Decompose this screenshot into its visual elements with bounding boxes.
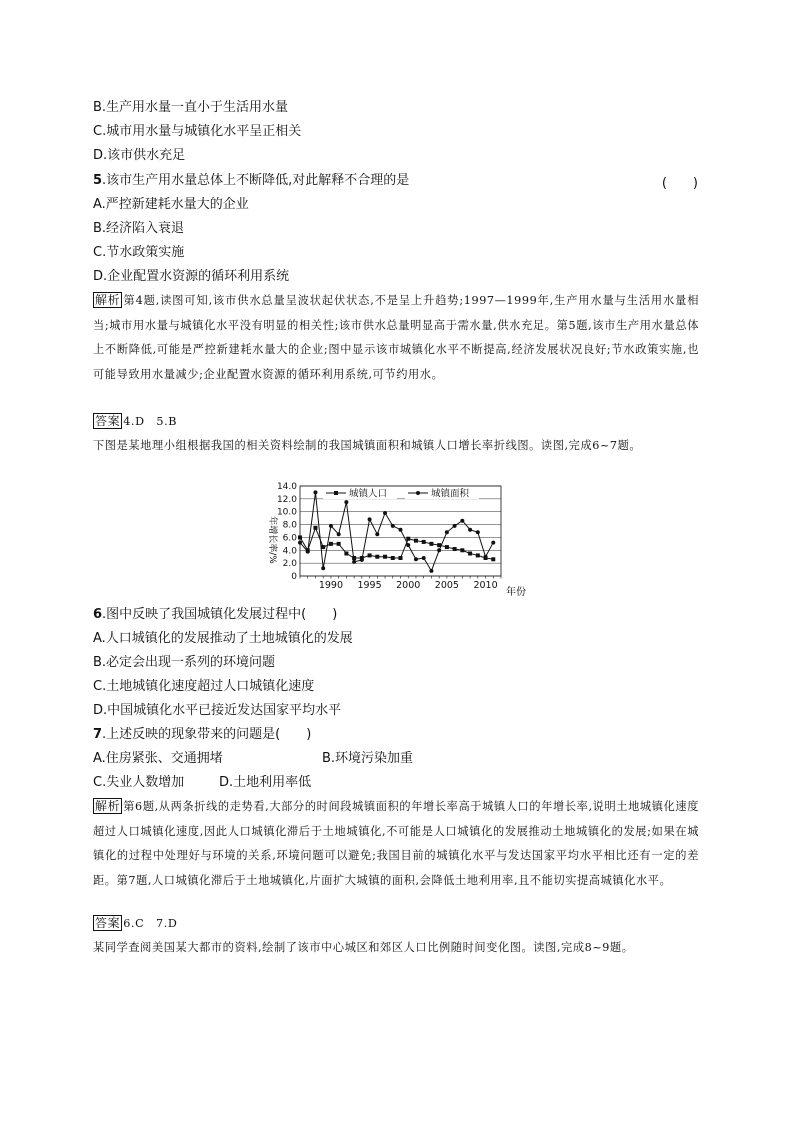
x-axis-label: 年份: [506, 587, 526, 598]
analysis-tag: 解析: [95, 799, 121, 813]
data-point: [468, 528, 472, 532]
y-tick-label: 14.0: [276, 482, 297, 492]
question-text: .该市生产用水量总体上不断降低,对此解释不合理的是: [102, 173, 410, 188]
answer-text: 6.C 7.D: [123, 917, 178, 930]
question-5: [93, 172, 409, 190]
question-number: 7: [93, 727, 103, 742]
y-tick-label: 4.0: [282, 546, 297, 557]
data-point: [383, 555, 387, 559]
option-line: D.企业配置水资源的循环利用系统: [93, 269, 290, 284]
data-point: [337, 542, 341, 546]
data-point: [313, 526, 317, 530]
data-point: [406, 543, 410, 547]
data-point: [460, 519, 464, 523]
data-point: [437, 548, 441, 552]
question-number: 6: [93, 607, 103, 622]
question-text: .图中反映了我国城镇化发展过程中( ): [102, 607, 338, 622]
data-point: [375, 555, 379, 559]
data-point: [375, 532, 379, 536]
data-point: [429, 569, 433, 573]
answer-tag: 答案: [95, 916, 121, 930]
question-6: [93, 606, 337, 624]
y-tick-label: 8.0: [282, 520, 297, 531]
y-tick-label: 2.0: [282, 559, 297, 570]
data-point: [476, 553, 480, 557]
intro-text: 下图是某地理小组根据我国的相关资料绘制的我国城镇面积和城镇人口增长率折线图。读图,完成6~7题。: [93, 439, 642, 452]
option-line: C.城市用水量与城镇化水平呈正相关: [93, 124, 302, 139]
analysis-text: 第4题,读图可知,该市供水总量呈波状起伏状态,不是呈上升趋势;1997—1999年,生产用水量与生活用水量相当;城市用水量与城镇化水平没有明显的相关性;该市供水总量明显高于需水量,供水充足。第5题,该市生产用水量总体上不断降低,可能是严控新建耗水量大的企业;图中显示该市城镇化水平不断提高,经济发展状况良好;节水政策实施,也可能导致用水量减少;企业配置水资源的循环利用系统,可节约用水。: [93, 294, 699, 381]
data-point: [352, 560, 356, 564]
analysis-block: [93, 289, 699, 387]
data-point: [321, 566, 325, 570]
option-b: B.环境污染加重: [322, 751, 414, 766]
question-text: .上述反映的现象带来的问题是( ): [102, 727, 312, 742]
y-tick-label: 12.0: [276, 494, 297, 505]
answer-block: [93, 410, 699, 435]
legend-label: 城镇人口: [349, 488, 388, 500]
option-line: D.中国城镇化水平已接近发达国家平均水平: [93, 703, 342, 718]
x-tick-label: 1995: [357, 580, 382, 591]
legend-marker: [334, 491, 338, 495]
legend-label: 城镇面积: [431, 488, 470, 500]
option-line: B.生产用水量一直小于生活用水量: [93, 100, 289, 115]
data-point: [298, 535, 302, 539]
data-point: [368, 553, 372, 557]
data-point: [368, 517, 372, 521]
data-point: [329, 524, 333, 528]
data-point: [414, 557, 418, 561]
data-point: [383, 511, 387, 515]
data-point: [399, 556, 403, 560]
data-point: [429, 542, 433, 546]
series-line-2: [300, 492, 493, 570]
y-tick-label: 0: [291, 572, 297, 582]
answer-tag: 答案: [95, 414, 121, 428]
data-point: [491, 541, 495, 545]
option-d: D.土地利用率低: [219, 775, 312, 790]
data-point: [391, 556, 395, 560]
x-tick-label: 2000: [396, 580, 421, 591]
answer-block: [93, 912, 699, 937]
data-point: [422, 556, 426, 560]
intro-text: 某同学查阅美国某大都市的资料,绘制了该市中心城区和郊区人口比例随时间变化图。读图,完成8~9题。: [93, 941, 634, 954]
option-line: A.人口城镇化的发展推动了土地城镇化的发展: [93, 631, 353, 646]
legend-marker: [416, 491, 420, 495]
data-point: [399, 528, 403, 532]
growth-rate-line-chart: [258, 478, 538, 600]
data-point: [453, 547, 457, 551]
y-tick-label: 6.0: [282, 533, 297, 544]
data-point: [445, 545, 449, 549]
option-c: C.失业人数增加: [93, 775, 185, 790]
data-point: [360, 558, 364, 562]
analysis-tag: 解析: [95, 293, 121, 307]
option-line: C.土地城镇化速度超过人口城镇化速度: [93, 679, 315, 694]
y-axis-label: 年增长率/%: [267, 516, 277, 564]
data-point: [306, 550, 310, 554]
data-point: [337, 532, 341, 536]
analysis-text: 第6题,从两条折线的走势看,大部分的时间段城镇面积的年增长率高于城镇人口的年增长率,说明土地城镇化速度超过人口城镇化速度,因此人口城镇化滞后于土地城镇化,不可能是人口城镇化的发展推动土地城镇化的发展;如果在城镇化的过程中处理好与环境的关系,环境问题可以避免;我国目前的城镇化水平与发达国家平均水平相比还有一定的差距。第7题,人口城镇化滞后于土地城镇化,片面扩大城镇的面积,会降低土地利用率,且不能切实提高城镇化水平。: [93, 800, 699, 887]
option-line: B.必定会出现一系列的环境问题: [93, 655, 276, 670]
data-point: [313, 490, 317, 494]
data-point: [298, 541, 302, 545]
analysis-block: [93, 795, 699, 893]
data-point: [476, 530, 480, 534]
data-point: [468, 552, 472, 556]
data-point: [329, 542, 333, 546]
answer-text: 4.D 5.B: [123, 415, 178, 428]
x-tick-label: 2010: [473, 580, 498, 591]
data-point: [321, 545, 325, 549]
data-point: [445, 530, 449, 534]
option-line: D.该市供水充足: [93, 148, 186, 163]
data-point: [422, 540, 426, 544]
data-point: [406, 537, 410, 541]
data-point: [344, 500, 348, 504]
option-a: A.住房紧张、交通拥堵: [93, 751, 223, 766]
data-point: [453, 524, 457, 528]
data-point: [484, 555, 488, 559]
data-point: [391, 524, 395, 528]
data-point: [344, 552, 348, 556]
answer-paren: ( ): [661, 176, 698, 191]
data-point: [460, 548, 464, 552]
data-point: [414, 539, 418, 543]
data-point: [491, 557, 495, 561]
question-number: 5: [93, 173, 103, 188]
x-tick-label: 2005: [434, 580, 459, 591]
question-7: [93, 726, 311, 744]
option-line: C.节水政策实施: [93, 245, 185, 260]
option-line: A.严控新建耗水量大的企业: [93, 197, 249, 212]
y-tick-label: 10.0: [276, 507, 297, 518]
x-tick-label: 1990: [318, 580, 344, 591]
option-line: B.经济陷入衰退: [93, 221, 185, 236]
